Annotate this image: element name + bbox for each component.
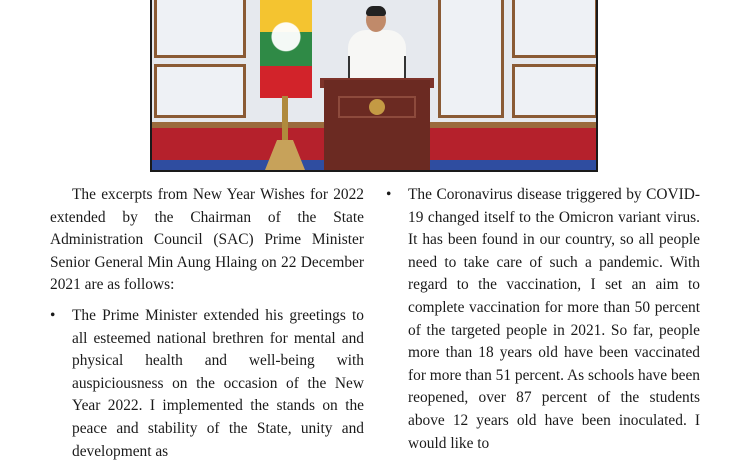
bullet-icon: •: [50, 306, 56, 324]
podium: [324, 80, 430, 172]
wall-panel: [512, 64, 598, 118]
wall-panel: [438, 0, 504, 118]
speaker-hair: [366, 6, 386, 16]
wall-panel: [154, 64, 246, 118]
bullet-text: The Coronavirus disease triggered by COVID-19 changed itself to the Omicron variant virus. It has been found in our country, so all people need to take care of such a pandemic. With regard to the vaccination, I set an aim to complete vaccination for more than 50 percent of the targeted people in 2021. So far, people more than 18 years old have been vaccinated for more than 51 percent. As schools have been reopened, over 87 percent of the students above 12 years old have been inoculated. I would like to: [408, 186, 700, 452]
right-column: [386, 184, 700, 455]
bullet-item: [386, 184, 700, 455]
left-column: [50, 184, 364, 463]
bullet-icon: •: [386, 186, 392, 203]
wall-panel: [512, 0, 598, 58]
intro-paragraph: The excerpts from New Year Wishes for 2022 extended by the Chairman of the State Administration Council (SAC) Prime Minister Senior General Min Aung Hlaing on 22 December 2021 are as follows:: [50, 186, 364, 294]
state-emblem: [369, 99, 385, 115]
bullet-text: The Prime Minister extended his greetings to all esteemed national brethren for mental and physical health and well-being with auspiciousness on the occasion of the New Year 2022. I implemented the stands on the peace and stability of the State, unity and development as: [72, 306, 364, 460]
wall-panel: [154, 0, 246, 58]
flag-pole: [282, 96, 288, 144]
bullet-item: [50, 305, 364, 463]
news-photo: [150, 0, 598, 172]
national-flag: [260, 0, 312, 98]
